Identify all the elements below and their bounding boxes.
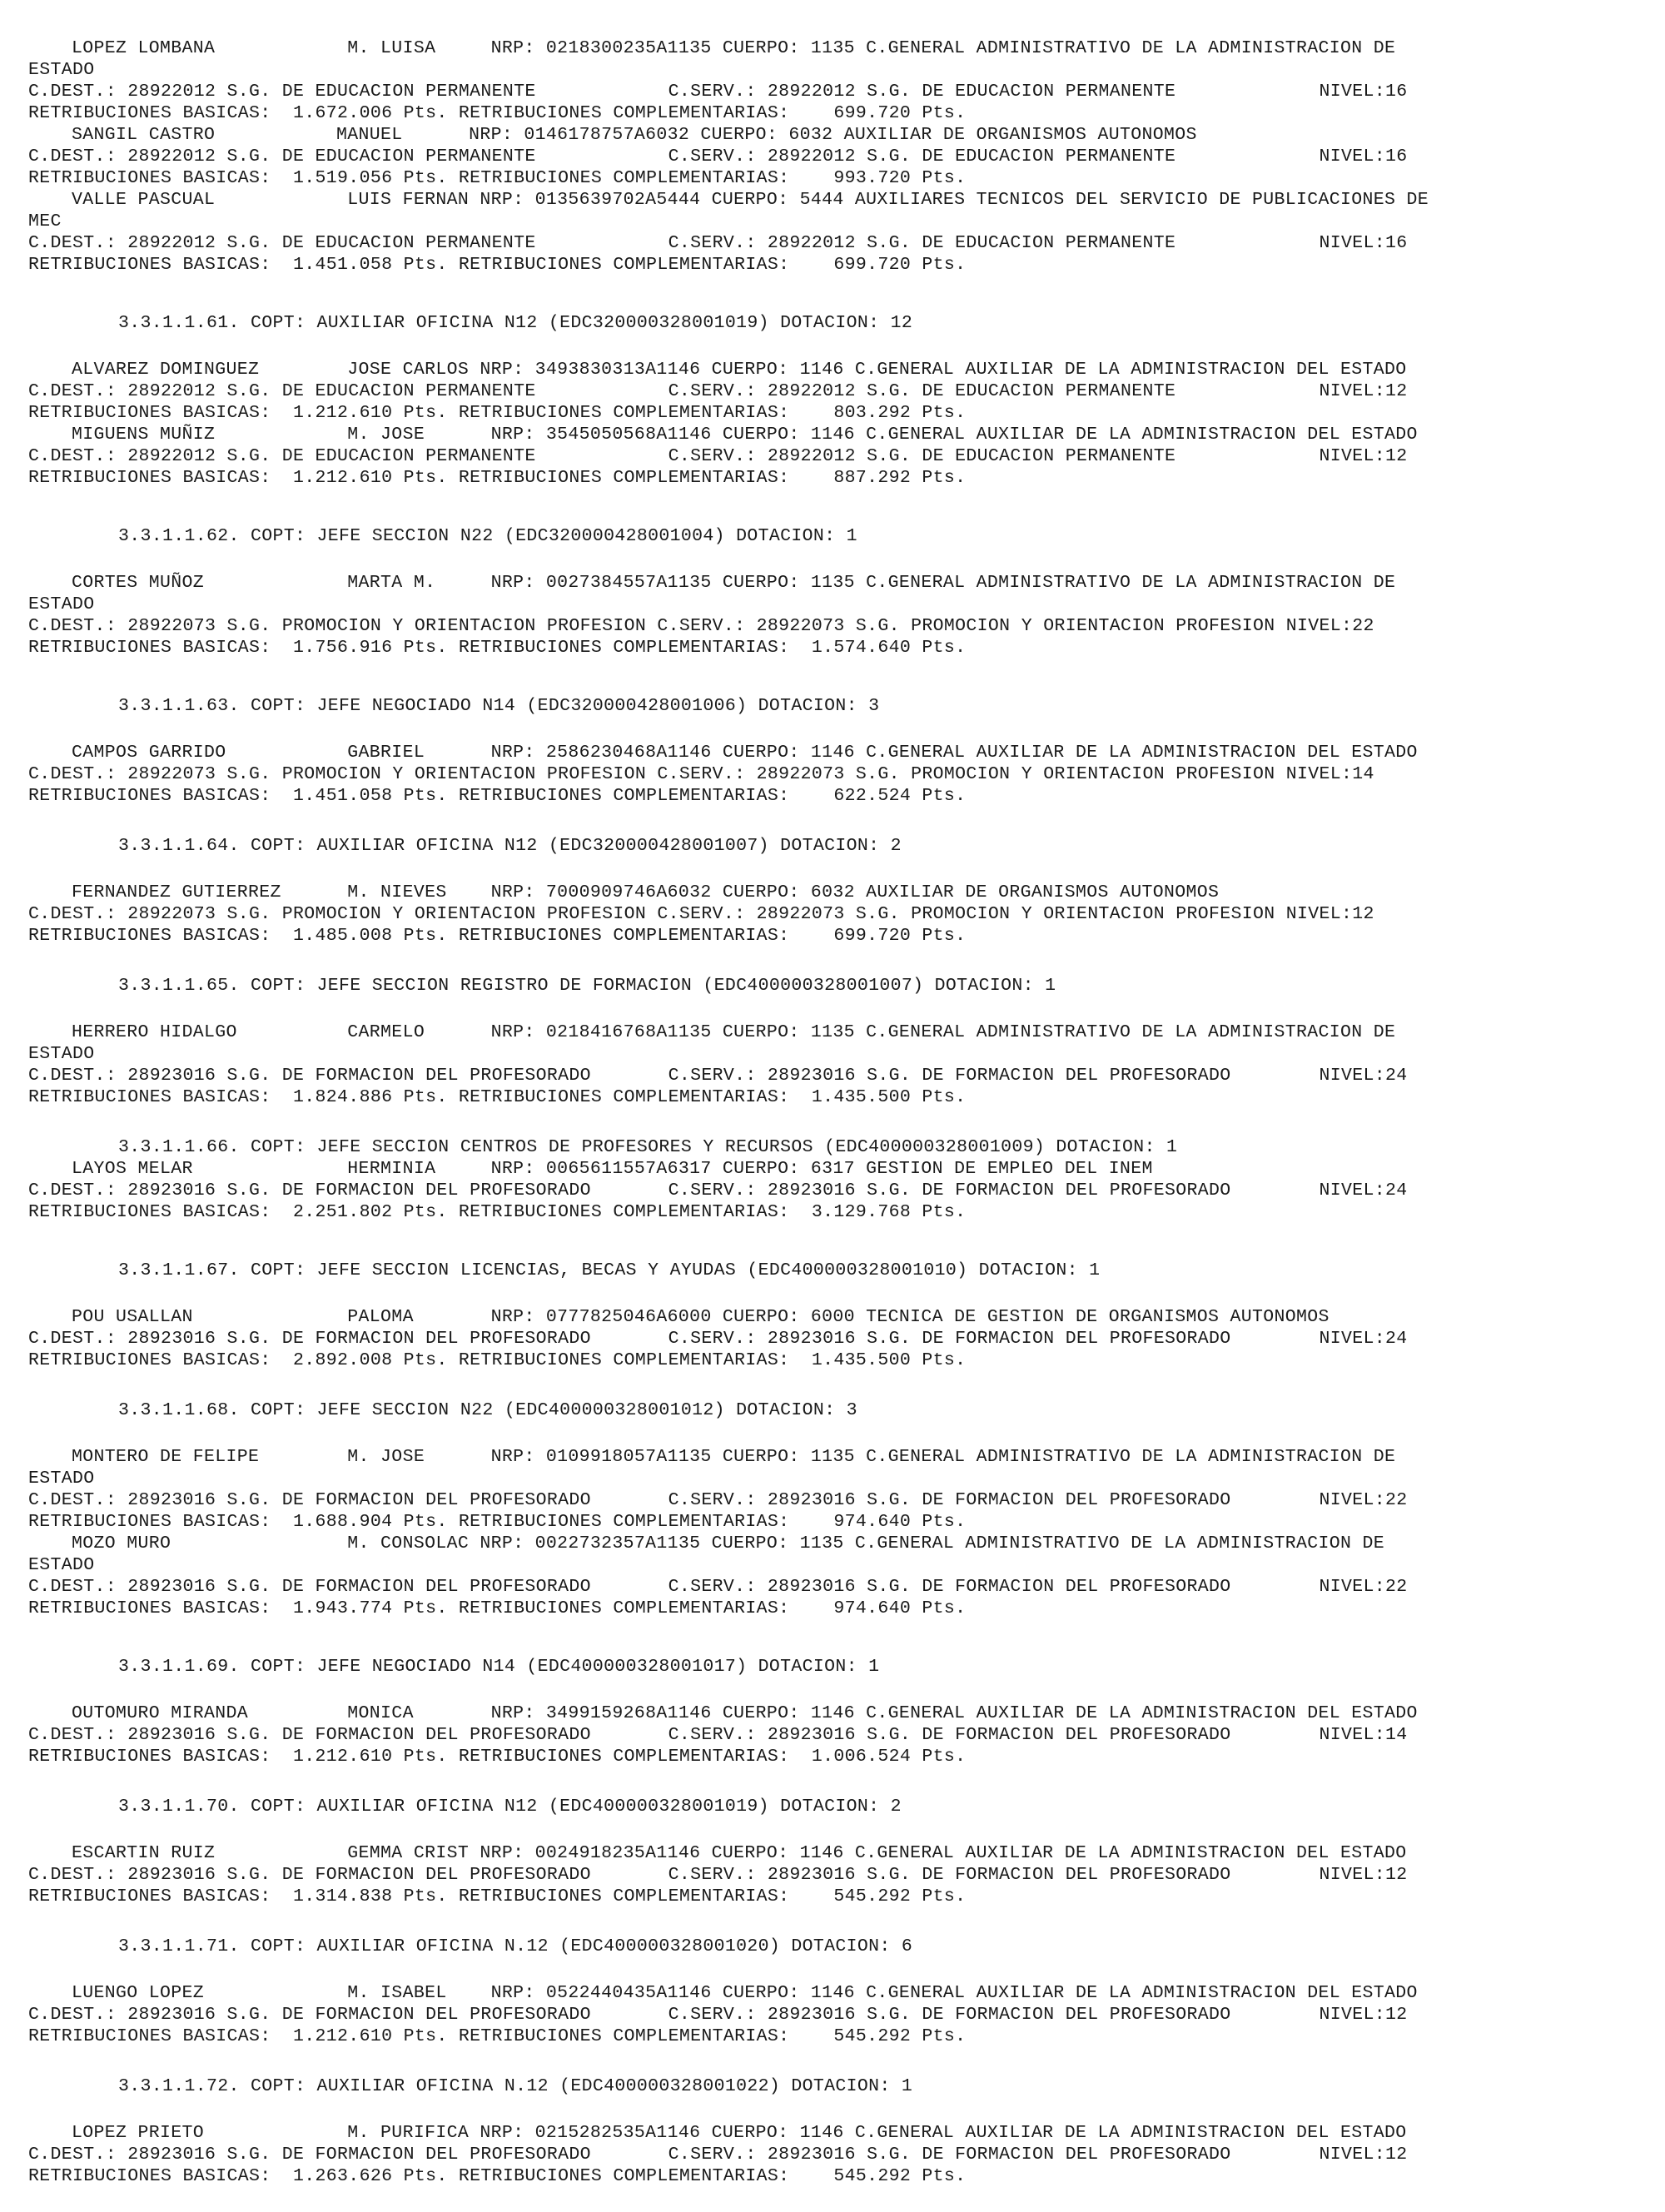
document-line: ESTADO [28,60,95,80]
document-line: C.DEST.: 28922073 S.G. PROMOCION Y ORIENTACION PROFESION C.SERV.: 28922073 S.G. PROMOCION Y ORIENTACION PROFESION NIVEL:22 [28,616,1374,636]
document-line: RETRIBUCIONES BASICAS: 1.212.610 Pts. RETRIBUCIONES COMPLEMENTARIAS: 545.292 Pts. [28,2026,967,2046]
document-line: RETRIBUCIONES BASICAS: 2.251.802 Pts. RETRIBUCIONES COMPLEMENTARIAS: 3.129.768 Pts. [28,1202,967,1222]
document-line: C.DEST.: 28922012 S.G. DE EDUCACION PERMANENTE C.SERV.: 28922012 S.G. DE EDUCACION PERMANENTE NIVEL:12 [28,381,1408,401]
section-header: 3.3.1.1.66. COPT: JEFE SECCION CENTROS DE PROFESORES Y RECURSOS (EDC400000328001009) DOTACION: 1 [118,1137,1178,1157]
section-header: 3.3.1.1.69. COPT: JEFE NEGOCIADO N14 (EDC400000328001017) DOTACION: 1 [118,1657,880,1677]
section-header: 3.3.1.1.62. COPT: JEFE SECCION N22 (EDC320000428001004) DOTACION: 1 [118,526,857,546]
document-line: ESTADO [28,1044,95,1064]
document-line: C.DEST.: 28923016 S.G. DE FORMACION DEL PROFESORADO C.SERV.: 28923016 S.G. DE FORMACION DEL PROFESORADO NIVEL:24 [28,1066,1408,1086]
employee-name-line: LOPEZ PRIETO M. PURIFICA NRP: 0215282535A1146 CUERPO: 1146 C.GENERAL AUXILIAR DE LA ADMINISTRACION DEL ESTADO [72,2123,1407,2143]
document-line: RETRIBUCIONES BASICAS: 1.263.626 Pts. RETRIBUCIONES COMPLEMENTARIAS: 545.292 Pts. [28,2166,967,2186]
section-header: 3.3.1.1.63. COPT: JEFE NEGOCIADO N14 (EDC320000428001006) DOTACION: 3 [118,696,880,716]
employee-name-line: CORTES MUÑOZ MARTA M. NRP: 0027384557A1135 CUERPO: 1135 C.GENERAL ADMINISTRATIVO DE LA ADMINISTRACION DE [72,573,1396,593]
document-line: RETRIBUCIONES BASICAS: 1.212.610 Pts. RETRIBUCIONES COMPLEMENTARIAS: 1.006.524 Pts. [28,1747,967,1767]
section-header: 3.3.1.1.68. COPT: JEFE SECCION N22 (EDC400000328001012) DOTACION: 3 [118,1400,857,1420]
document-line: C.DEST.: 28922012 S.G. DE EDUCACION PERMANENTE C.SERV.: 28922012 S.G. DE EDUCACION PERMANENTE NIVEL:16 [28,82,1408,102]
document-line: RETRIBUCIONES BASICAS: 1.672.006 Pts. RETRIBUCIONES COMPLEMENTARIAS: 699.720 Pts. [28,103,967,123]
employee-name-line: LAYOS MELAR HERMINIA NRP: 0065611557A6317 CUERPO: 6317 GESTION DE EMPLEO DEL INEM [72,1159,1153,1179]
document-line: RETRIBUCIONES BASICAS: 2.892.008 Pts. RETRIBUCIONES COMPLEMENTARIAS: 1.435.500 Pts. [28,1350,967,1370]
document-line: MEC [28,211,62,231]
document-line: RETRIBUCIONES BASICAS: 1.314.838 Pts. RETRIBUCIONES COMPLEMENTARIAS: 545.292 Pts. [28,1886,967,1906]
document-line: C.DEST.: 28922012 S.G. DE EDUCACION PERMANENTE C.SERV.: 28922012 S.G. DE EDUCACION PERMANENTE NIVEL:16 [28,233,1408,253]
section-header: 3.3.1.1.65. COPT: JEFE SECCION REGISTRO DE FORMACION (EDC400000328001007) DOTACION: 1 [118,976,1056,996]
document-line: RETRIBUCIONES BASICAS: 1.485.008 Pts. RETRIBUCIONES COMPLEMENTARIAS: 699.720 Pts. [28,926,967,946]
employee-name-line: HERRERO HIDALGO CARMELO NRP: 0218416768A1135 CUERPO: 1135 C.GENERAL ADMINISTRATIVO DE LA ADMINISTRACION DE [72,1022,1396,1042]
document-line: C.DEST.: 28922073 S.G. PROMOCION Y ORIENTACION PROFESION C.SERV.: 28922073 S.G. PROMOCION Y ORIENTACION PROFESION NIVEL:12 [28,904,1374,924]
employee-name-line: VALLE PASCUAL LUIS FERNAN NRP: 0135639702A5444 CUERPO: 5444 AUXILIARES TECNICOS DEL SERVICIO DE PUBLICACIONES DE [72,190,1429,210]
employee-name-line: CAMPOS GARRIDO GABRIEL NRP: 2586230468A1146 CUERPO: 1146 C.GENERAL AUXILIAR DE LA ADMINISTRACION DEL ESTADO [72,743,1418,763]
document-line: C.DEST.: 28923016 S.G. DE FORMACION DEL PROFESORADO C.SERV.: 28923016 S.G. DE FORMACION DEL PROFESORADO NIVEL:22 [28,1577,1408,1597]
document-line: RETRIBUCIONES BASICAS: 1.212.610 Pts. RETRIBUCIONES COMPLEMENTARIAS: 803.292 Pts. [28,403,967,423]
document-line: RETRIBUCIONES BASICAS: 1.943.774 Pts. RETRIBUCIONES COMPLEMENTARIAS: 974.640 Pts. [28,1598,967,1618]
employee-name-line: FERNANDEZ GUTIERREZ M. NIEVES NRP: 7000909746A6032 CUERPO: 6032 AUXILIAR DE ORGANISMOS AUTONOMOS [72,882,1220,902]
document-line: C.DEST.: 28922012 S.G. DE EDUCACION PERMANENTE C.SERV.: 28922012 S.G. DE EDUCACION PERMANENTE NIVEL:12 [28,446,1408,466]
employee-name-line: LUENGO LOPEZ M. ISABEL NRP: 0522440435A1146 CUERPO: 1146 C.GENERAL AUXILIAR DE LA ADMINISTRACION DEL ESTADO [72,1983,1418,2003]
employee-name-line: MONTERO DE FELIPE M. JOSE NRP: 0109918057A1135 CUERPO: 1135 C.GENERAL ADMINISTRATIVO DE LA ADMINISTRACION DE [72,1447,1396,1467]
document-line: RETRIBUCIONES BASICAS: 1.688.904 Pts. RETRIBUCIONES COMPLEMENTARIAS: 974.640 Pts. [28,1512,967,1532]
document-line: RETRIBUCIONES BASICAS: 1.756.916 Pts. RETRIBUCIONES COMPLEMENTARIAS: 1.574.640 Pts. [28,638,967,658]
document-line: C.DEST.: 28923016 S.G. DE FORMACION DEL PROFESORADO C.SERV.: 28923016 S.G. DE FORMACION DEL PROFESORADO NIVEL:24 [28,1181,1408,1200]
employee-name-line: SANGIL CASTRO MANUEL NRP: 0146178757A6032 CUERPO: 6032 AUXILIAR DE ORGANISMOS AUTONOMOS [72,125,1197,145]
document-line: C.DEST.: 28923016 S.G. DE FORMACION DEL PROFESORADO C.SERV.: 28923016 S.G. DE FORMACION DEL PROFESORADO NIVEL:22 [28,1490,1408,1510]
section-header: 3.3.1.1.67. COPT: JEFE SECCION LICENCIAS, BECAS Y AYUDAS (EDC400000328001010) DOTACION: 1 [118,1260,1101,1280]
section-header: 3.3.1.1.71. COPT: AUXILIAR OFICINA N.12 (EDC400000328001020) DOTACION: 6 [118,1936,913,1956]
employee-name-line: MOZO MURO M. CONSOLAC NRP: 0022732357A1135 CUERPO: 1135 C.GENERAL ADMINISTRATIVO DE LA ADMINISTRACION DE [72,1533,1384,1553]
document-line: ESTADO [28,594,95,614]
document-line: C.DEST.: 28923016 S.G. DE FORMACION DEL PROFESORADO C.SERV.: 28923016 S.G. DE FORMACION DEL PROFESORADO NIVEL:14 [28,1725,1408,1745]
employee-name-line: ALVAREZ DOMINGUEZ JOSE CARLOS NRP: 3493830313A1146 CUERPO: 1146 C.GENERAL AUXILIAR DE LA ADMINISTRACION DEL ESTADO [72,360,1407,380]
employee-name-line: LOPEZ LOMBANA M. LUISA NRP: 0218300235A1135 CUERPO: 1135 C.GENERAL ADMINISTRATIVO DE LA ADMINISTRACION DE [72,38,1396,58]
document-line: C.DEST.: 28923016 S.G. DE FORMACION DEL PROFESORADO C.SERV.: 28923016 S.G. DE FORMACION DEL PROFESORADO NIVEL:12 [28,2005,1408,2025]
employee-name-line: MIGUENS MUÑIZ M. JOSE NRP: 3545050568A1146 CUERPO: 1146 C.GENERAL AUXILIAR DE LA ADMINISTRACION DEL ESTADO [72,425,1418,445]
employee-name-line: POU USALLAN PALOMA NRP: 0777825046A6000 CUERPO: 6000 TECNICA DE GESTION DE ORGANISMOS AUTONOMOS [72,1307,1330,1327]
document-line: ESTADO [28,1555,95,1575]
section-header: 3.3.1.1.70. COPT: AUXILIAR OFICINA N12 (EDC400000328001019) DOTACION: 2 [118,1797,902,1817]
employee-name-line: OUTOMURO MIRANDA MONICA NRP: 3499159268A1146 CUERPO: 1146 C.GENERAL AUXILIAR DE LA ADMINISTRACION DEL ESTADO [72,1703,1418,1723]
document-line: C.DEST.: 28923016 S.G. DE FORMACION DEL PROFESORADO C.SERV.: 28923016 S.G. DE FORMACION DEL PROFESORADO NIVEL:12 [28,1865,1408,1885]
document-line: C.DEST.: 28923016 S.G. DE FORMACION DEL PROFESORADO C.SERV.: 28923016 S.G. DE FORMACION DEL PROFESORADO NIVEL:12 [28,2145,1408,2165]
section-header: 3.3.1.1.72. COPT: AUXILIAR OFICINA N.12 (EDC400000328001022) DOTACION: 1 [118,2076,913,2096]
document-line: C.DEST.: 28922073 S.G. PROMOCION Y ORIENTACION PROFESION C.SERV.: 28922073 S.G. PROMOCION Y ORIENTACION PROFESION NIVEL:14 [28,764,1374,784]
document-line: ESTADO [28,1469,95,1489]
section-header: 3.3.1.1.64. COPT: AUXILIAR OFICINA N12 (EDC320000428001007) DOTACION: 2 [118,836,902,856]
document-line: RETRIBUCIONES BASICAS: 1.824.886 Pts. RETRIBUCIONES COMPLEMENTARIAS: 1.435.500 Pts. [28,1087,967,1107]
document-line: C.DEST.: 28923016 S.G. DE FORMACION DEL PROFESORADO C.SERV.: 28923016 S.G. DE FORMACION DEL PROFESORADO NIVEL:24 [28,1329,1408,1349]
document-line: RETRIBUCIONES BASICAS: 1.451.058 Pts. RETRIBUCIONES COMPLEMENTARIAS: 622.524 Pts. [28,786,967,806]
document-line: RETRIBUCIONES BASICAS: 1.212.610 Pts. RETRIBUCIONES COMPLEMENTARIAS: 887.292 Pts. [28,468,967,488]
document-line: C.DEST.: 28922012 S.G. DE EDUCACION PERMANENTE C.SERV.: 28922012 S.G. DE EDUCACION PERMANENTE NIVEL:16 [28,147,1408,167]
section-header: 3.3.1.1.61. COPT: AUXILIAR OFICINA N12 (EDC320000328001019) DOTACION: 12 [118,313,913,333]
document-line: RETRIBUCIONES BASICAS: 1.451.058 Pts. RETRIBUCIONES COMPLEMENTARIAS: 699.720 Pts. [28,255,967,275]
employee-name-line: ESCARTIN RUIZ GEMMA CRIST NRP: 0024918235A1146 CUERPO: 1146 C.GENERAL AUXILIAR DE LA ADMINISTRACION DEL ESTADO [72,1843,1407,1863]
document-line: RETRIBUCIONES BASICAS: 1.519.056 Pts. RETRIBUCIONES COMPLEMENTARIAS: 993.720 Pts. [28,168,967,188]
